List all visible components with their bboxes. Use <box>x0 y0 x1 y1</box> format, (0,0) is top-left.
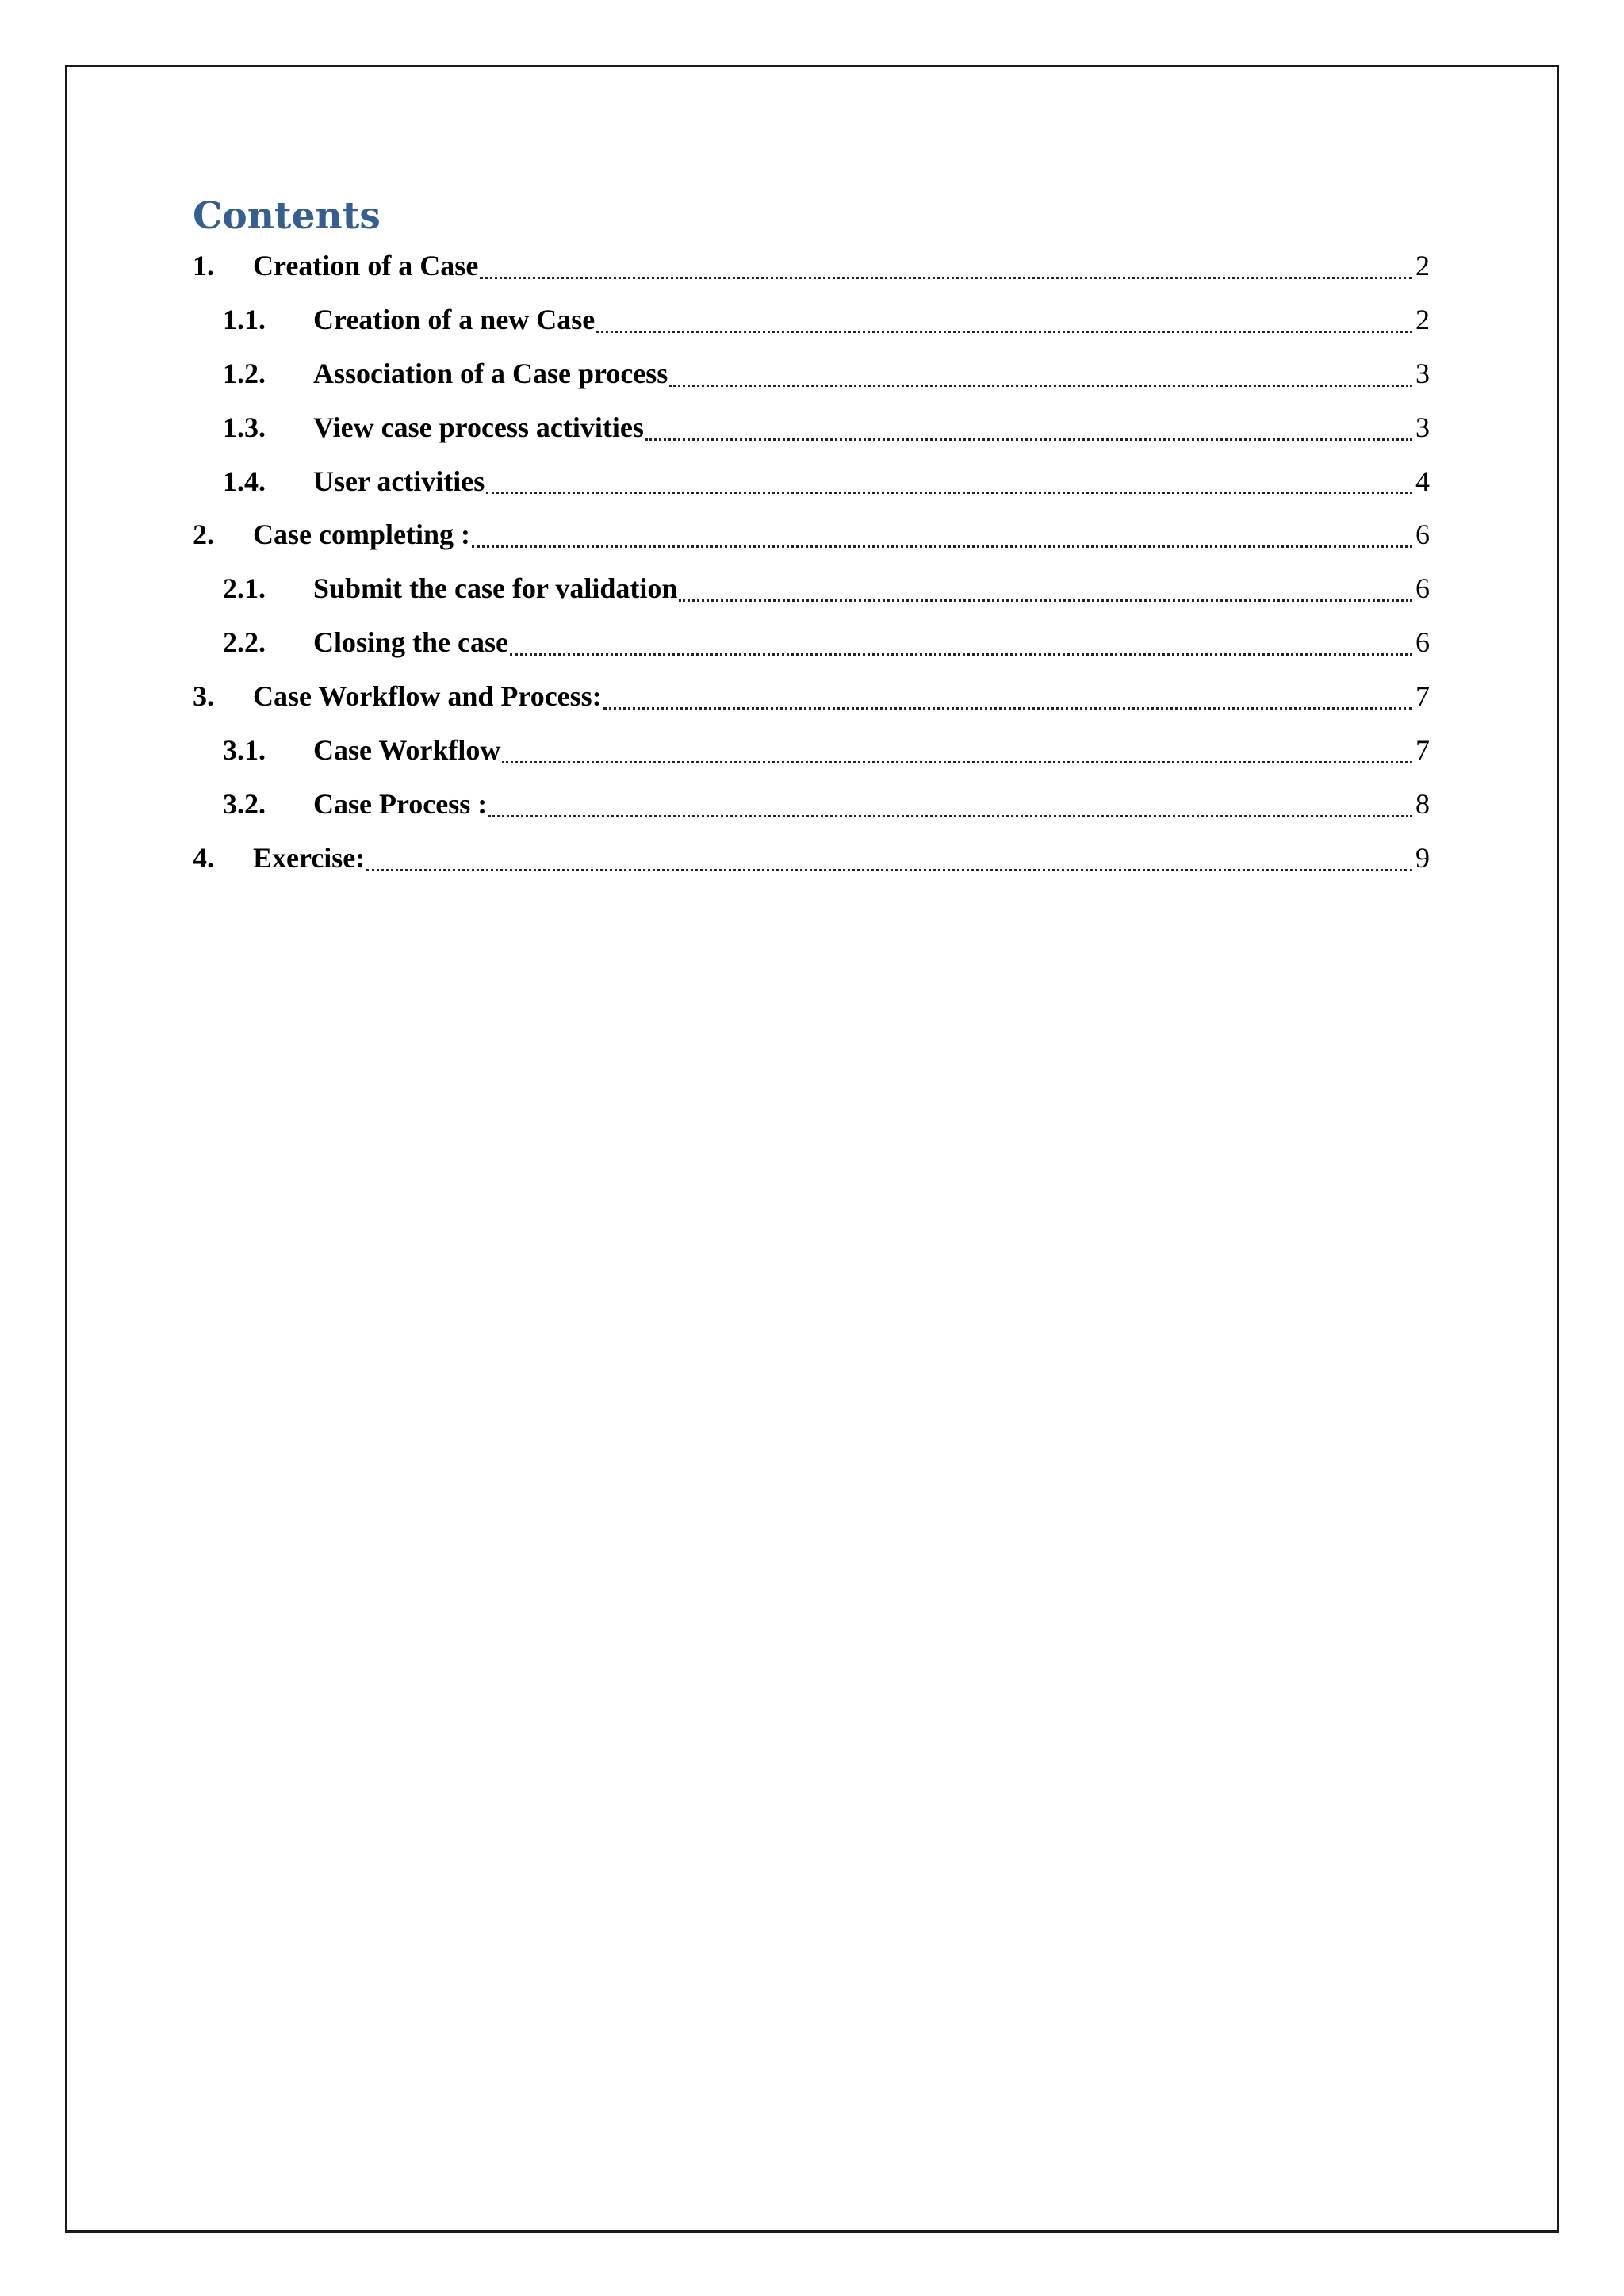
toc-entry-number: 1.4. <box>223 465 266 497</box>
toc-entry[interactable] <box>193 778 1430 832</box>
toc-dot-leader <box>472 545 1412 548</box>
toc-dot-leader <box>645 438 1412 441</box>
toc-entry-number: 3. <box>193 680 214 713</box>
toc-entry[interactable] <box>193 455 1430 509</box>
toc-entry[interactable] <box>193 401 1430 455</box>
toc-entry[interactable] <box>193 508 1430 562</box>
toc-entry-label[interactable]: Exercise: <box>253 841 366 874</box>
toc-entry-label[interactable]: Creation of a new Case <box>313 303 596 335</box>
toc-entry-label[interactable]: Submit the case for validation <box>313 572 678 605</box>
toc-entry-page-number[interactable]: 8 <box>1415 787 1430 820</box>
toc-entry[interactable] <box>193 293 1430 347</box>
toc-dot-leader <box>596 331 1412 333</box>
toc-entry-page-number[interactable]: 3 <box>1415 411 1430 443</box>
toc-entry-page-number[interactable]: 6 <box>1415 572 1430 605</box>
toc-entry-page-number[interactable]: 7 <box>1415 734 1430 767</box>
toc-dot-leader <box>603 707 1412 710</box>
toc-entry-page-number[interactable]: 2 <box>1415 250 1430 281</box>
toc-dot-leader <box>669 385 1412 387</box>
toc-entry[interactable] <box>193 724 1430 778</box>
toc-entry-number: 1.2. <box>223 357 266 389</box>
toc-entry-page-number[interactable]: 4 <box>1415 465 1430 497</box>
toc-entry-label[interactable]: View case process activities <box>313 411 644 443</box>
toc-entry-number: 3.2. <box>223 787 266 820</box>
toc-dot-leader <box>480 277 1412 279</box>
toc-entry-number: 3.1. <box>223 734 266 767</box>
toc-dot-leader <box>510 653 1412 656</box>
toc-entry[interactable] <box>193 239 1430 293</box>
toc-dot-leader <box>679 599 1412 602</box>
toc-entry-label[interactable]: User activities <box>313 465 485 497</box>
toc-entry-number: 2. <box>193 519 214 551</box>
toc-entry-label[interactable]: Creation of a Case <box>253 250 479 281</box>
toc-dot-leader <box>488 815 1412 817</box>
toc-entry-label[interactable]: Closing the case <box>313 626 508 659</box>
toc-entry[interactable] <box>193 616 1430 670</box>
toc-entry-number: 1.1. <box>223 303 266 335</box>
toc-entry-label[interactable]: Case Process : <box>313 787 488 820</box>
toc-entry-page-number[interactable]: 3 <box>1415 357 1430 389</box>
toc-entry-page-number[interactable]: 6 <box>1415 519 1430 551</box>
toc-entry-page-number[interactable]: 2 <box>1415 303 1430 335</box>
toc-list <box>193 239 1430 886</box>
toc-entry[interactable] <box>193 347 1430 401</box>
table-of-contents <box>193 189 1430 886</box>
toc-entry[interactable] <box>193 670 1430 724</box>
toc-entry-number: 2.1. <box>223 572 266 605</box>
toc-entry[interactable] <box>193 832 1430 886</box>
toc-entry-number: 4. <box>193 841 214 874</box>
toc-dot-leader <box>366 869 1412 871</box>
toc-entry-page-number[interactable]: 9 <box>1415 841 1430 874</box>
toc-dot-leader <box>502 761 1412 763</box>
toc-entry-label[interactable]: Case completing : <box>253 519 470 551</box>
toc-entry-page-number[interactable]: 7 <box>1415 680 1430 713</box>
toc-title: Contents <box>193 194 381 238</box>
toc-entry-page-number[interactable]: 6 <box>1415 626 1430 659</box>
toc-entry-number: 2.2. <box>223 626 266 659</box>
toc-entry-number: 1. <box>193 250 214 281</box>
toc-entry-label[interactable]: Association of a Case process <box>313 357 668 389</box>
toc-entry[interactable] <box>193 562 1430 616</box>
toc-entry-label[interactable]: Case Workflow <box>313 734 501 767</box>
toc-entry-label[interactable]: Case Workflow and Process: <box>253 680 602 713</box>
toc-dot-leader <box>486 492 1412 494</box>
toc-entry-number: 1.3. <box>223 411 266 443</box>
